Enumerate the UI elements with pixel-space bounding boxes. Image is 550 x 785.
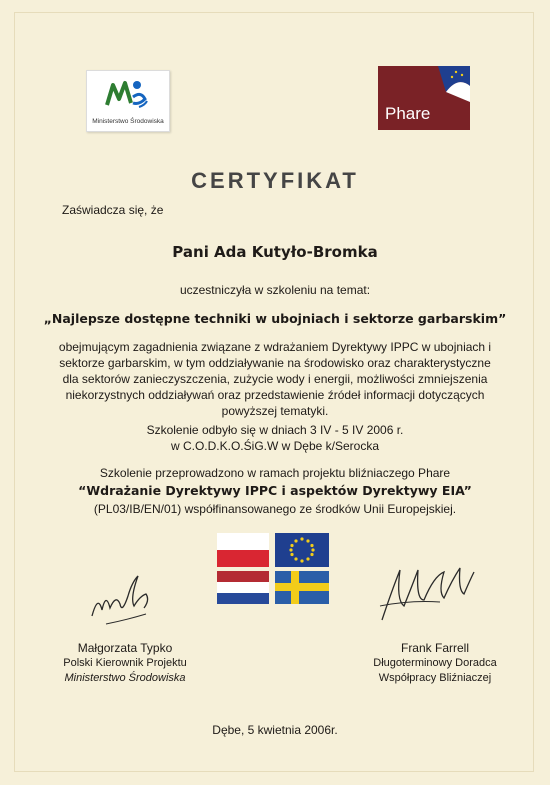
recipient-name: Pani Ada Kutyło-Bromka (172, 243, 378, 261)
flags-group (217, 533, 331, 605)
description-line: powyższej tematyki. (221, 404, 329, 418)
description-line: obejmującym zagadnienia związane z wdrażaniem Dyrektywy IPPC w ubojniach i (58, 340, 492, 354)
left-signature-icon (86, 568, 166, 630)
phare-flag-icon (438, 66, 470, 102)
poland-flag-icon (217, 533, 269, 567)
certify-line: Zaświadcza się, że (62, 203, 164, 217)
dates-line: Szkolenie odbyło się w dniach 3 IV - 5 IV 2006 r. (146, 423, 404, 437)
location-line: w C.O.D.K.O.ŚiG.W w Dębe k/Serocka (170, 439, 380, 453)
description-block (0, 339, 550, 419)
ministry-logo (86, 70, 170, 132)
right-signer-institution: Współpracy Bliźniaczej (378, 672, 492, 684)
sweden-flag-icon (275, 571, 329, 604)
ministry-emblem-icon (87, 71, 169, 115)
project-title: “Wdrażanie Dyrektywy IPPC i aspektów Dyrektywy EIA” (78, 483, 472, 498)
description-line: niekorzystnych oddziaływań oraz przedstawienie źródeł informacji dotyczących (65, 388, 485, 402)
left-signer-role: Polski Kierownik Projektu (63, 657, 187, 669)
phare-logo-text: Phare (385, 104, 431, 123)
description-line: sektorze garbarskim, w tym oddziaływanie na środowisko oraz charakterystyczne (59, 356, 491, 370)
right-signature-block (350, 641, 520, 686)
left-signer-institution: Ministerstwo Środowiska (64, 672, 186, 684)
right-signature-icon (372, 560, 492, 630)
project-code: (PL03/IB/EN/01) współfinansowanego ze środków Unii Europejskiej. (93, 502, 457, 516)
phare-logo (378, 66, 470, 130)
training-topic: „Najlepsze dostępne techniki w ubojniach i sektorze garbarskim” (43, 311, 507, 326)
certificate-title: CERTYFIKAT (191, 168, 359, 193)
place-date: Dębe, 5 kwietnia 2006r. (212, 723, 338, 737)
right-signer-name: Frank Farrell (400, 641, 469, 655)
ministry-logo-text: Ministerstwo Środowiska (92, 118, 164, 125)
description-line: dla sektorów zanieczyszczenia, zużycie wody i energii, możliwości zmniejszenia (62, 372, 488, 386)
right-signer-role: Długoterminowy Doradca (373, 657, 497, 669)
netherlands-flag-icon (217, 571, 269, 604)
participation-line: uczestniczyła w szkoleniu na temat: (179, 283, 371, 297)
left-signer-name: Małgorzata Typko (77, 641, 173, 655)
eu-flag-icon (275, 533, 329, 567)
left-signature-block (40, 641, 210, 686)
project-intro: Szkolenie przeprowadzono w ramach projektu bliźniaczego Phare (99, 466, 451, 480)
